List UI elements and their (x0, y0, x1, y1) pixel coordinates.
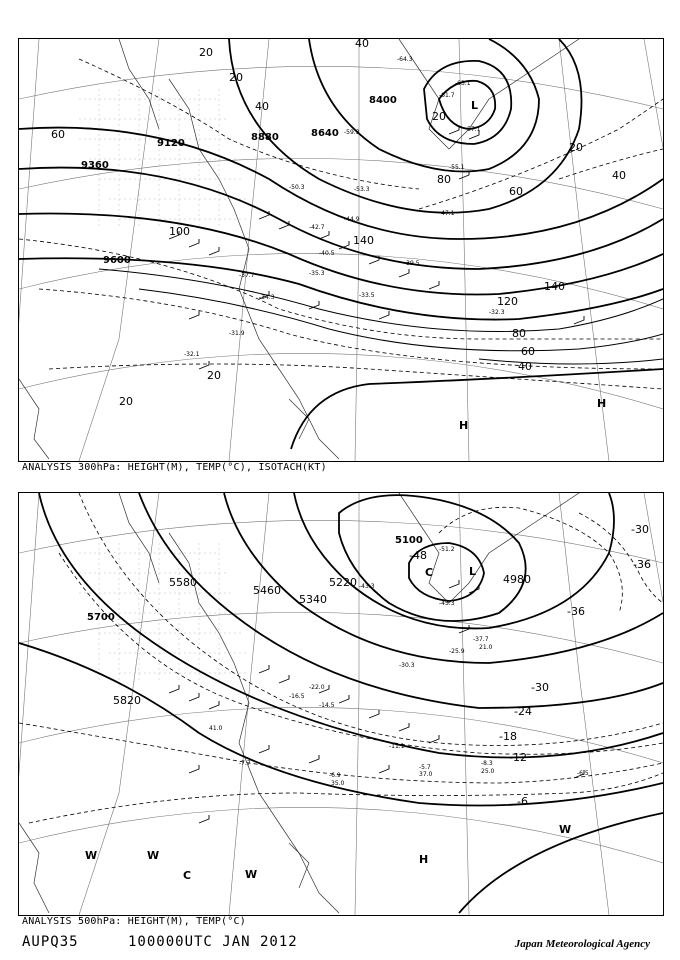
station-value: 35.0 (331, 780, 345, 787)
station-value: -7.7 (239, 760, 251, 767)
station-value: 25.0 (481, 768, 495, 775)
temp-label: -34.3 (259, 294, 275, 301)
height-label-5580: 5580 (169, 576, 197, 589)
station-value: -14.5 (319, 702, 335, 709)
temp-label: -47.1 (439, 210, 455, 217)
station-value: -51.2 (439, 546, 455, 553)
station-value: -6.9 (329, 772, 341, 779)
caption-500hpa: ANALYSIS 500hPa: HEIGHT(M), TEMP(°C) (22, 916, 246, 927)
height-label-9600: 9600 (103, 255, 131, 266)
height-contours (19, 39, 663, 449)
isotach-label-20: 20 (199, 46, 213, 59)
isotach-label-60c: 60 (521, 345, 535, 358)
low-pressure-center: L (471, 99, 479, 112)
height-label-4980: 4980 (503, 573, 531, 586)
isotach-label-100: 100 (169, 225, 190, 238)
isotach-label-40: 40 (255, 100, 269, 113)
temp-label: -55.1 (449, 164, 465, 171)
temp-label: -37.7 (239, 272, 255, 279)
height-label-9360: 9360 (81, 160, 109, 171)
caption-300hpa: ANALYSIS 300hPa: HEIGHT(M), TEMP(°C), ISOTACH(KT) (22, 462, 327, 473)
station-value: -30.3 (399, 662, 415, 669)
temp-label-group (184, 56, 505, 358)
temp-label: -44.9 (344, 216, 360, 223)
high-pressure-center: H (419, 853, 429, 866)
isotach-label-20d: 20 (569, 141, 583, 154)
isotherm-label-minus18: -18 (499, 730, 517, 743)
temp-label: -32.1 (184, 351, 200, 358)
map-500hpa (18, 492, 664, 916)
station-value: -11.1 (389, 743, 405, 750)
station-value: 21.0 (479, 644, 493, 651)
isotach-label-140: 140 (353, 234, 374, 247)
isotherm-label-minus36: -36 (567, 605, 585, 618)
station-value: -6.5 (577, 770, 589, 777)
isotach-label-group (51, 39, 626, 408)
height-label-8400: 8400 (369, 95, 397, 106)
isotherm-label-minus6: -6 (517, 795, 528, 808)
isotach-label-40b: 40 (355, 39, 369, 50)
graticule (19, 39, 663, 461)
temp-label: -31.9 (229, 330, 245, 337)
temp-label: -61.7 (439, 92, 455, 99)
height-label-5460: 5460 (253, 584, 281, 597)
station-value: -8.3 (481, 760, 493, 767)
low-pressure-center: L (469, 565, 477, 578)
station-value: -43.3 (359, 583, 375, 590)
height-label-5700: 5700 (87, 612, 115, 623)
cold-center: C (183, 869, 192, 882)
temp-label: -40.5 (319, 250, 335, 257)
isotach-label-40c: 40 (612, 169, 626, 182)
station-value: -25.9 (449, 648, 465, 655)
valid-time: 100000UTC JAN 2012 (128, 934, 298, 950)
isotherm-contours (19, 59, 663, 389)
station-value: -5.7 (419, 764, 431, 771)
temp-label: -57.1 (465, 126, 481, 133)
isotach-label-80: 80 (437, 173, 451, 186)
height-label-8640: 8640 (311, 128, 339, 139)
isotach-label-60: 60 (51, 128, 65, 141)
map-300hpa (18, 38, 664, 462)
station-value: -37.7 (473, 636, 489, 643)
warm-center: W (85, 849, 98, 862)
map-500hpa-canvas (19, 493, 663, 915)
warm-center: W (559, 823, 572, 836)
isotherm-label-minus30: -30 (531, 681, 549, 694)
temp-label: -53.3 (354, 186, 370, 193)
temp-label: -59.3 (344, 129, 360, 136)
isotherm-label-minus48: -48 (409, 549, 427, 562)
height-label-5100: 5100 (395, 535, 423, 546)
isotach-label-80b: 80 (512, 327, 526, 340)
station-value: 37.0 (419, 771, 433, 778)
station-value: 41.0 (209, 725, 223, 732)
high-pressure-center: H (597, 397, 607, 410)
product-code: AUPQ35 (22, 934, 79, 950)
warm-center: W (245, 868, 258, 881)
station-value: -45.3 (439, 600, 455, 607)
temp-label: -33.5 (359, 292, 375, 299)
height-label-group (81, 95, 397, 266)
temp-label: -42.7 (309, 224, 325, 231)
temp-label: -63.1 (455, 80, 471, 87)
high-pressure-center: H (459, 419, 469, 432)
station-value-group (209, 546, 589, 787)
land-hatch (79, 89, 249, 229)
isotach-label-60b: 60 (509, 185, 523, 198)
isotach-label-140b: 140 (544, 280, 565, 293)
isotherm-label-minus30b: -30 (631, 523, 649, 536)
isotach-label-20c: 20 (432, 110, 446, 123)
station-value: -16.5 (289, 693, 305, 700)
isotach-label-20f: 20 (119, 395, 133, 408)
coastlines (19, 493, 579, 913)
isotherm-label-minus24: -24 (514, 705, 532, 718)
temp-contour-label-group (409, 523, 651, 808)
height-label-5220: 5220 (329, 576, 357, 589)
temp-label: -32.3 (489, 309, 505, 316)
isotherm-label-minus36b: -36 (633, 558, 651, 571)
temp-label: -50.3 (289, 184, 305, 191)
temp-label: -35.3 (309, 270, 325, 277)
height-label-5820: 5820 (113, 694, 141, 707)
issuing-agency: Japan Meteorological Agency (514, 938, 650, 950)
warm-center: W (147, 849, 160, 862)
isotherm-label-minus12: -12 (509, 751, 527, 764)
isotach-contours (99, 269, 663, 364)
wind-barbs (169, 580, 584, 823)
height-label-5340: 5340 (299, 593, 327, 606)
height-label-9120: 9120 (157, 138, 185, 149)
isotach-label-20b: 20 (229, 71, 243, 84)
cold-center: C (425, 566, 434, 579)
temp-label: -64.3 (397, 56, 413, 63)
isotach-label-40d: 40 (518, 360, 532, 373)
temp-label: -39.5 (404, 260, 420, 267)
map-300hpa-canvas (19, 39, 663, 461)
height-label-8880: 8880 (251, 132, 279, 143)
station-value: -22.0 (309, 684, 325, 691)
isotach-label-120: 120 (497, 295, 518, 308)
isotach-label-20e: 20 (207, 369, 221, 382)
